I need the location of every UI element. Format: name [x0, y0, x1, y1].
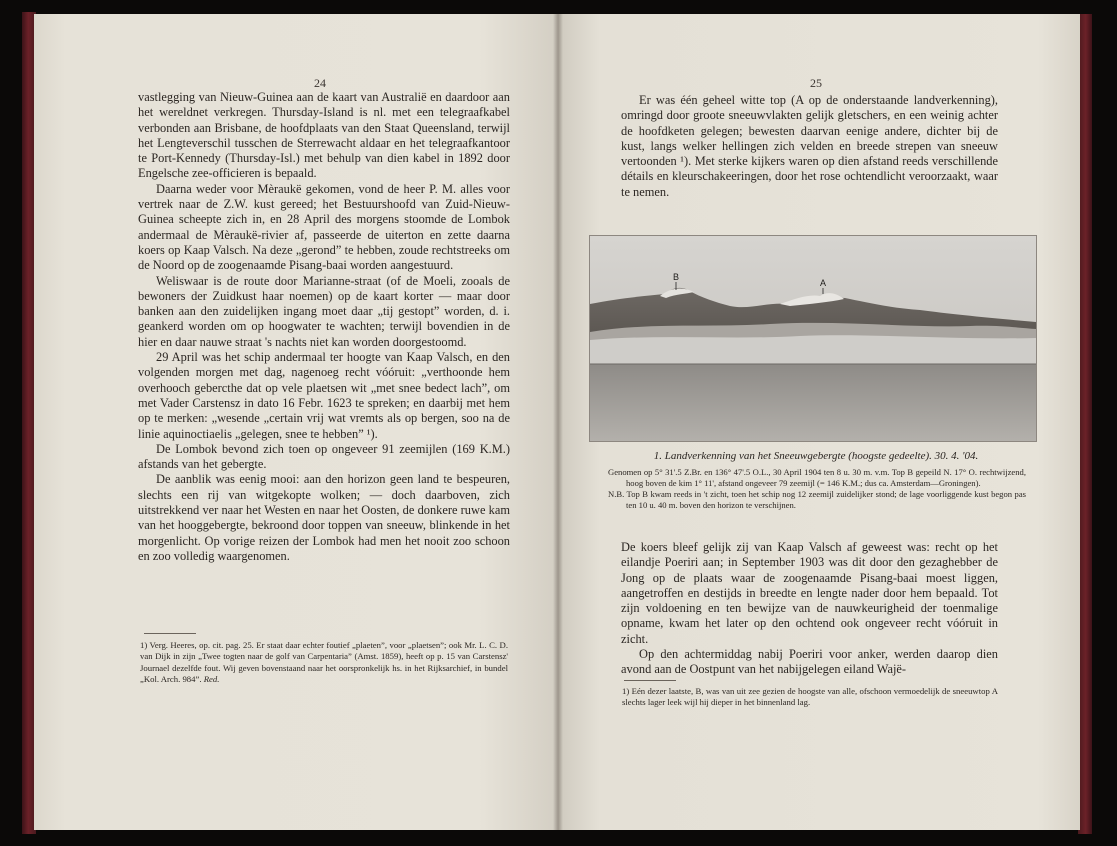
- right-paragraph-3: Op den achtermiddag nabij Poeriri voor anker, werden daarop dien avond aan de Oostpunt van het nabijgelegen eiland Wajë-: [621, 647, 998, 677]
- sea: [590, 364, 1036, 441]
- figure-caption-notes: [608, 467, 1026, 511]
- left-paragraph-6: De aanblik was eenig mooi: aan den horizon geen land te bespeuren, slechts een rij van witgekopte wolken; — doch daarboven, zich uitstrekkend ver naar het Westen en naar het Oosten, de donkere ruwe kam van het hooggebergte, bekroond door toppen van sneeuw, blinkende in het morgenlicht. Op vorige reizen der Lombok had men het nooit zoo schoon en zoo volledig waargenomen.: [138, 472, 510, 563]
- right-paragraph-1: Er was één geheel witte top (A op de onderstaande landverkenning), omringd door groote sneeuwvlakten gelijk gletschers, en een weinig achter de hoofdketen gelegen; bewesten daarvan eenige andere, dichter bij de kust, langs welker hellingen zich velden en breede strepen van sneeuw vertoonden ¹). Met sterke kijkers waren op dien afstand reeds verschillende détails en kleurschakeeringen, door het rose ochtendlicht veroorzaakt, waar te nemen.: [621, 93, 998, 199]
- book-cover-right-edge: [1078, 14, 1092, 834]
- left-paragraph-5: De Lombok bevond zich toen op ongeveer 91 zeemijlen (169 K.M.) afstands van het gebergte.: [138, 441, 510, 472]
- right-page-bottom-text: [621, 540, 998, 678]
- mountain-panorama-figure: [589, 235, 1037, 442]
- right-paragraph-2: De koers bleef gelijk zij van Kaap Valsch af geweest was: recht op het eilandje Poeriri aan; in September 1903 was dit door den gezaghebber de Jong op de plaats waar de zoogenaamde Pisang-baai moest liggen, aangetroffen en destijds in breedte en lengte nader door hem bepaald. Tot zijn voldoening en ten bewijze van de nauwkeurigheid der toenmalige opname, kwam het later op den ochtend ook ongeveer recht vóóruit in zicht.: [621, 540, 998, 646]
- book-gutter: [553, 14, 563, 830]
- right-footnote-rule: [624, 680, 676, 681]
- left-footnote: [140, 640, 508, 686]
- figure-caption: 1. Landverkenning van het Sneeuwgebergte (hoogste gedeelte). 30. 4. '04.: [653, 450, 979, 462]
- left-footnote-rule: [144, 633, 196, 634]
- left-footnote-text: 1) Verg. Heeres, op. cit. pag. 25. Er staat daar echter foutief „plaeten”, voor „plaetsen”; ook Mr. L. C. D. van Dijk in zijn „Twee togten naar de golf van Carpentaria” (Amst. 1859), heeft op p. 15 van Carstensz' Journael dezelfde fout. Wij geven bovenstaand naar het oorspronkelijk hs. in het Rijksarchief, in bundel „Kol. Arch. 984”.: [140, 640, 508, 685]
- left-paragraph-2: Daarna weder voor Mèraukë gekomen, vond de heer P. M. alles voor vertrek naar de Z.W. kust gereed; het Bestuurshoofd van Zuid-Nieuw-Guinea scheepte zich in, en 28 April des morgens stoomde de Lombok andermaal de Mèraukë-rivier af, passeerde de uiterton en zette daarna koers op Kaap Valsch. Na deze „gerond” te hebben, zoude rechtstreeks om de Noord op de zoogenaamde Pisang-baai worden aangestuurd.: [138, 181, 510, 273]
- right-footnote-text: 1) Eén dezer laatste, B, was van uit zee gezien de hoogste van alle, ofschoon vermoedelijk de sneeuwtop A slechts lager leek wijl hij dieper in het binnenland lag.: [622, 686, 998, 708]
- left-page-number: 24: [314, 76, 326, 90]
- left-footnote-signature: Red.: [203, 674, 220, 685]
- figure-note-2: N.B. Top B kwam reeds in 't zicht, toen het schip nog 12 zeemijl zuidelijker stond; de lage voorliggende kust begon pas ten 10 u. 40 m. boven den horizon te verschijnen.: [608, 489, 1026, 510]
- left-paragraph-1: vastlegging van Nieuw-Guinea aan de kaart van Australië en daardoor aan het wereldnet verkregen. Thursday-Island is nl. met een telegraafkabel verbonden aan Brisbane, de hoofdplaats van den Staat Queensland, terwijl het Lengteverschil tusschen de Sterrewacht aldaar en het telegraafkantoor te Port-Kennedy (Thursday-Isl.) met behulp van dien kabel in 1892 door Engelsche zee-officieren is bepaald.: [138, 90, 510, 181]
- panorama-illustration: [590, 236, 1036, 441]
- label-a: A: [820, 278, 827, 288]
- label-b: B: [673, 272, 680, 282]
- left-page-body: [138, 90, 510, 564]
- right-footnote: [622, 686, 998, 709]
- left-paragraph-3: Weliswaar is de route door Marianne-straat (of de Moeli, zooals de bewoners der Zuidkust haar noemen) op de kaart korter — maar door banken aan den zuidelijken ingang moet daar „tij gestopt” worden, d. i. geankerd worden om op hoogwater te wachten; terwijl bovendien in de hier en daar nauwe straat 's nachts niet kan worden doorgestoomd.: [138, 273, 510, 349]
- left-paragraph-4: 29 April was het schip andermaal ter hoogte van Kaap Valsch, en den volgenden morgen met dag, nagenoeg recht vóóruit: „verthoonde hem overhooch gebercthe dat op vele plaetsen wit „met snee bedect lach”, om met Vader Carstensz in dato 16 Febr. 1623 te spreken; en daarbij met hem op te merken: „wesende „certain vrij wat vremts als op bergen, soo na de linie aquinoctiaelis „gelegen, snee te hebben” ¹).: [138, 350, 510, 441]
- white-clouds: [590, 335, 1036, 366]
- right-page-top-text: [621, 93, 998, 200]
- right-page-number: 25: [810, 76, 822, 90]
- figure-note-1: Genomen op 5° 31'.5 Z.Br. en 136° 47'.5 O.L., 30 April 1904 ten 8 u. 30 m. v.m. Top B gepeild N. 17° O. rechtwijzend, hoog boven de kim 1° 11', afstand ongeveer 79 zeemijl (= 146 K.M.; dus ca. Amsterdam—Groningen).: [608, 467, 1026, 488]
